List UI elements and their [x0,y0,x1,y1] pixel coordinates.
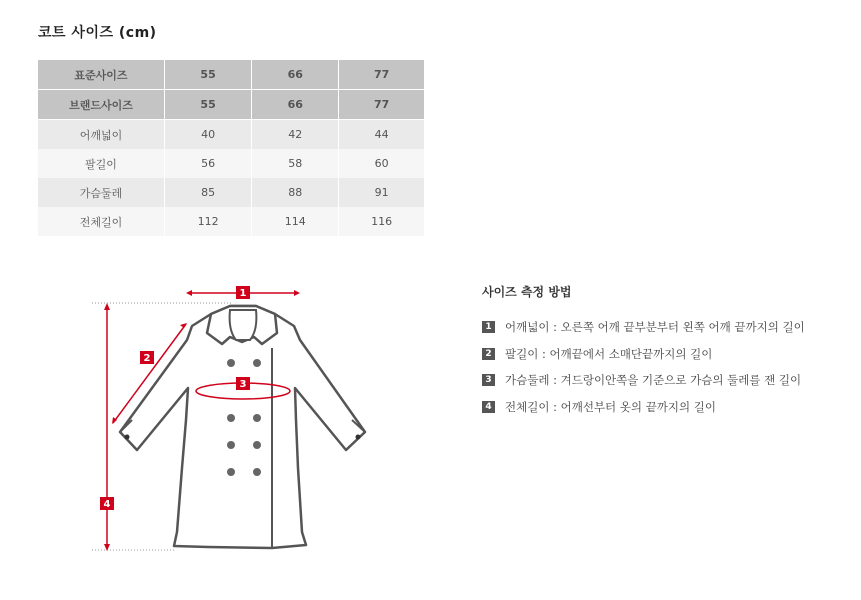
coat-button [253,359,261,367]
table-cell: 116 [339,207,424,236]
coat-diagram [0,270,460,570]
coat-button [227,414,235,422]
step-text: 전체길이 : 어깨선부터 옷의 끝까지의 길이 [505,399,717,414]
table-cell: 91 [339,178,424,207]
table-cell: 66 [252,90,339,120]
coat-button [227,441,235,449]
table-row-label: 가슴둘레 [38,178,165,207]
step-text: 가슴둘레 : 겨드랑이안쪽을 기준으로 가슴의 둘레를 잰 길이 [505,373,802,388]
table-cell: 66 [252,60,339,90]
step-text: 어깨넓이 : 오른쪽 어깨 끝부분부터 왼쪽 어깨 끝까지의 길이 [505,320,805,335]
guide-title: 사이즈 측정 방법 [482,285,572,299]
guide-step [482,341,842,368]
step-number-badge: 4 [482,401,495,413]
arrowhead [104,303,110,310]
table-cell: 44 [339,120,424,150]
table-cell: 42 [252,120,339,150]
table-cell: 60 [339,149,424,178]
table-row [38,149,424,178]
table-cell: 58 [252,149,339,178]
marker-3-label: 3 [239,379,247,390]
coat-button [227,359,235,367]
table-cell: 56 [165,149,252,178]
marker-4-label: 4 [103,499,111,510]
table-row [38,120,424,150]
measurement-guide [482,283,842,420]
table-row-label: 표준사이즈 [38,60,165,90]
right-cuff-button [356,435,361,440]
marker-2-label: 2 [143,353,151,364]
table-cell: 88 [252,178,339,207]
table-row [38,60,424,90]
arrowhead [180,323,187,328]
table-cell: 55 [165,90,252,120]
table-cell: 114 [252,207,339,236]
table-row-label: 팔길이 [38,149,165,178]
guide-step [482,314,842,341]
coat-button [227,468,235,476]
coat-button [253,441,261,449]
step-number-badge: 3 [482,374,495,386]
page-title: 코트 사이즈 (cm) [38,25,157,41]
step-number-badge: 2 [482,348,495,360]
marker-1-label: 1 [239,288,247,299]
step-number-badge: 1 [482,321,495,333]
guide-step [482,394,842,421]
table-cell: 55 [165,60,252,90]
table-row [38,178,424,207]
table-cell: 85 [165,178,252,207]
table-row [38,90,424,120]
step-text: 팔길이 : 어깨끝에서 소매단끝까지의 길이 [505,346,713,361]
table-cell: 40 [165,120,252,150]
arrowhead [294,290,300,296]
guide-step [482,367,842,394]
table-row-label: 어깨넓이 [38,120,165,150]
size-table [38,60,424,236]
table-row [38,207,424,236]
coat-neck-opening [230,310,257,340]
coat-button [253,414,261,422]
coat-button [253,468,261,476]
table-cell: 77 [339,90,424,120]
arrowhead [186,290,192,296]
left-cuff-button [125,435,130,440]
table-row-label: 브랜드사이즈 [38,90,165,120]
table-cell: 112 [165,207,252,236]
table-cell: 77 [339,60,424,90]
table-row-label: 전체길이 [38,207,165,236]
